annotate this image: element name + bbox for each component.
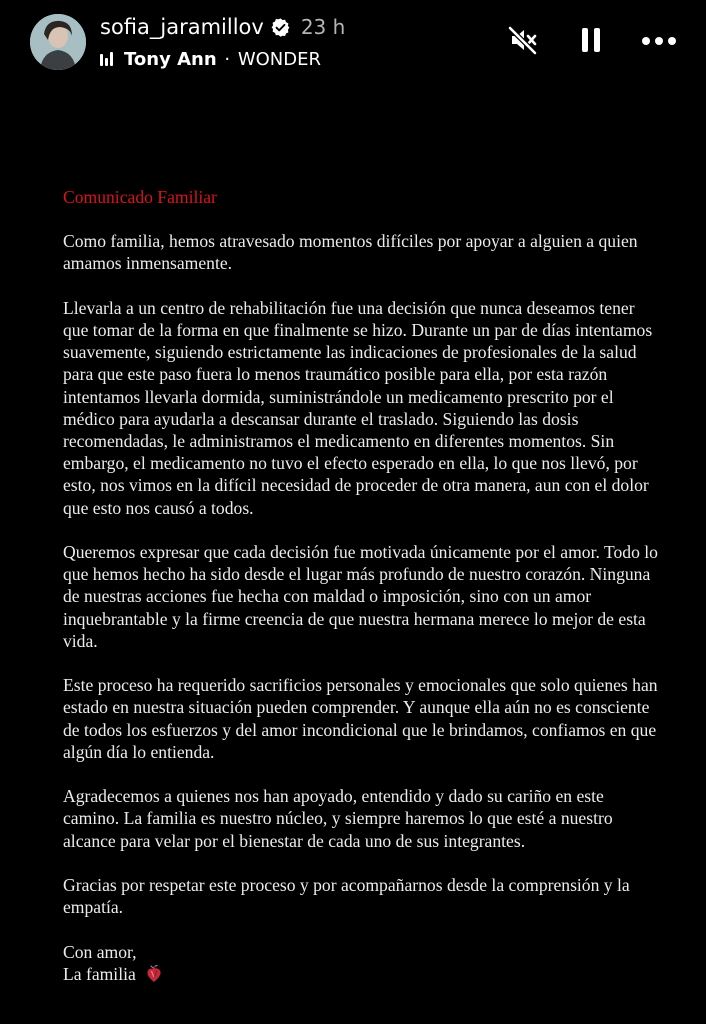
story-header <box>0 0 706 90</box>
music-artist: Tony Ann <box>124 48 217 70</box>
statement-paragraph: Este proceso ha requerido sacrificios personales y emocionales que solo quienes han estado en nuestra situación pueden comprender. Y aunque ella aún no es consciente de todos los esfuerzos y del amor incondicional que le brindamos, confiamos en que algún día lo entienda. <box>63 675 658 762</box>
music-song: WONDER <box>237 48 322 70</box>
avatar[interactable] <box>30 14 86 70</box>
more-options-button[interactable] <box>642 25 676 59</box>
mute-button[interactable] <box>506 25 540 59</box>
statement-closing: Con amor, <box>63 941 137 962</box>
timestamp: 23 h <box>300 15 346 39</box>
music-label <box>124 49 321 70</box>
pause-icon <box>579 26 603 59</box>
story-controls <box>506 22 676 62</box>
more-options-icon <box>641 33 677 51</box>
statement-paragraph: Gracias por respetar este proceso y por acompañarnos desde la comprensión y la empatía. <box>63 875 630 918</box>
statement-paragraph: Como familia, hemos atravesado momentos difíciles por apoyar a alguien a quien amamos inmensamente. <box>63 231 638 274</box>
pause-button[interactable] <box>574 25 608 59</box>
statement-signature: La familia <box>63 963 136 984</box>
username[interactable]: sofia_jaramillov <box>100 15 264 39</box>
music-attribution[interactable] <box>100 46 321 72</box>
speaker-muted-icon <box>507 24 539 61</box>
family-statement <box>63 186 663 985</box>
music-bars-icon <box>100 52 116 66</box>
username-row <box>100 13 345 41</box>
anatomical-heart-icon <box>146 965 162 983</box>
verified-badge-icon <box>270 17 291 38</box>
music-separator: · <box>224 48 231 70</box>
statement-paragraph: Agradecemos a quienes nos han apoyado, entendido y dado su cariño en este camino. La familia es nuestro núcleo, y siempre haremos lo que esté a nuestro alcance para velar por el bienestar de cada uno de sus integrantes. <box>63 786 613 851</box>
statement-paragraph: Queremos expresar que cada decisión fue motivada únicamente por el amor. Todo lo que hemos hecho ha sido desde el lugar más profundo de nuestro corazón. Ninguna de nuestras acciones fue hecha con maldad o imposición, sino con un amor inquebrantable y la firme creencia de que nuestra hermana merece lo mejor de esta vida. <box>63 542 658 651</box>
statement-paragraph: Llevarla a un centro de rehabilitación fue una decisión que nunca deseamos tener que tomar de la forma en que finalmente se hizo. Durante un par de días intentamos suavemente, siguiendo estrictamente las indicaciones de profesionales de la salud para que este paso fuera lo menos traumático posible para ella, por esta razón intentamos llevarla dormida, suministrándole un medicamento prescrito por el médico para ayudarla a descansar durante el traslado. Siguiendo las dosis recomendadas, le administramos el medicamento en diferentes momentos. Sin embargo, el medicamento no tuvo el efecto esperado en ella, lo que nos llevó, por esto, nos vimos en la difícil necesidad de proceder de otra manera, aun con el dolor que esto nos causó a todos. <box>63 297 653 518</box>
statement-title: Comunicado Familiar <box>63 187 217 207</box>
statement-signature-line <box>63 963 663 985</box>
